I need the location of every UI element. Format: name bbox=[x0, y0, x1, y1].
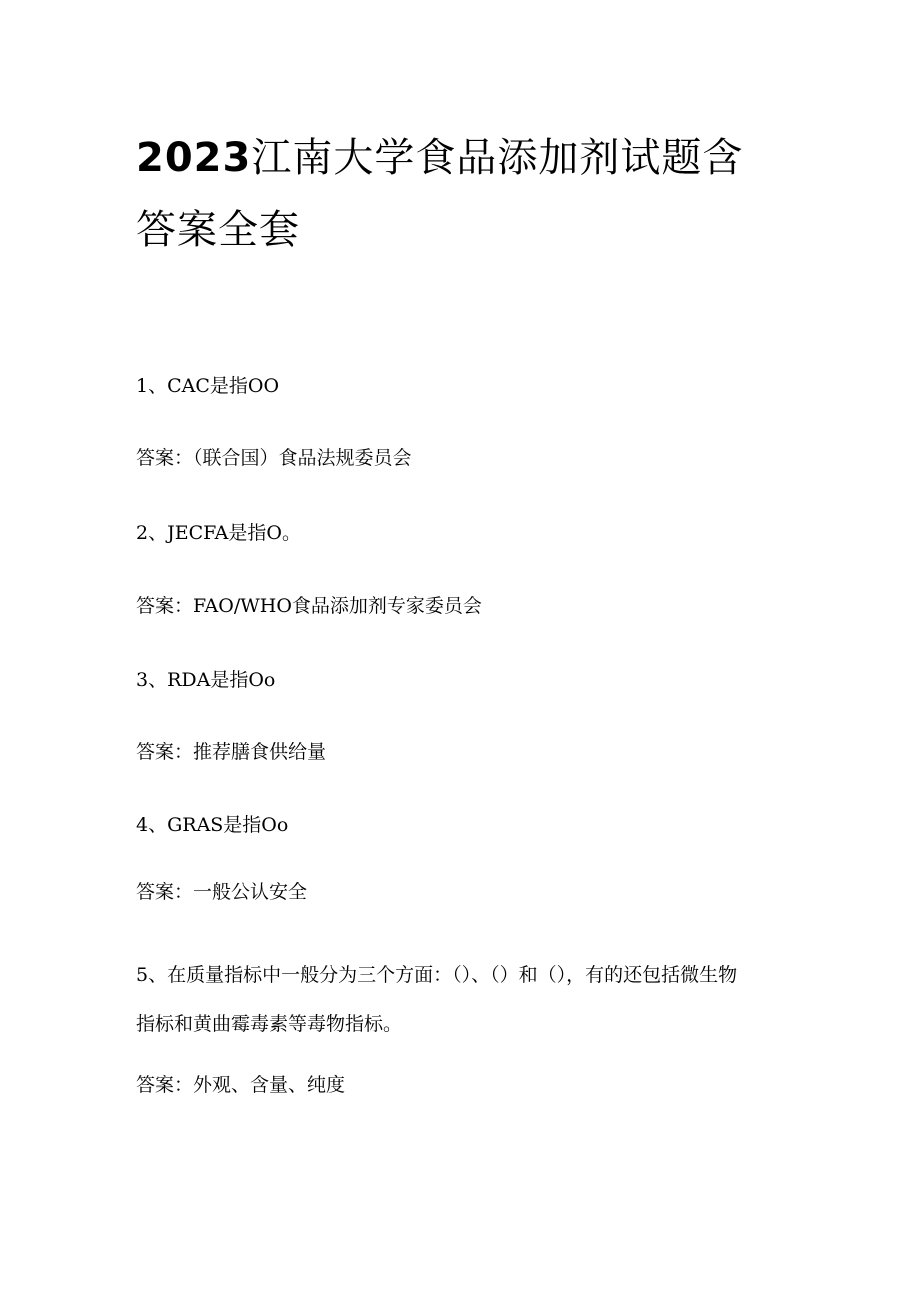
answer-1: 答案：（联合国）食品法规委员会 bbox=[136, 447, 412, 469]
title-text: 江南大学食品添加剂试题含答案全套 bbox=[136, 135, 744, 253]
answer-5: 答案：外观、含量、纯度 bbox=[136, 1074, 346, 1096]
question-5: 5、在质量指标中一般分为三个方面：（）、（）和（），有的还包括微生物指标和黄曲霉毒素等毒物指标。 bbox=[136, 964, 738, 1035]
title-year: 2023 bbox=[136, 135, 252, 181]
answer-4: 答案：一般公认安全 bbox=[136, 881, 308, 903]
answer-2: 答案：FAO/WHO食品添加剂专家委员会 bbox=[136, 595, 482, 617]
question-3: 3、RDA是指Oo bbox=[136, 669, 276, 691]
question-4: 4、GRAS是指Oo bbox=[136, 814, 289, 836]
question-1: 1、CAC是指OO bbox=[136, 375, 280, 397]
question-2: 2、JECFA是指O。 bbox=[136, 522, 301, 544]
answer-3: 答案：推荐膳食供给量 bbox=[136, 741, 327, 763]
document-title bbox=[136, 122, 776, 266]
